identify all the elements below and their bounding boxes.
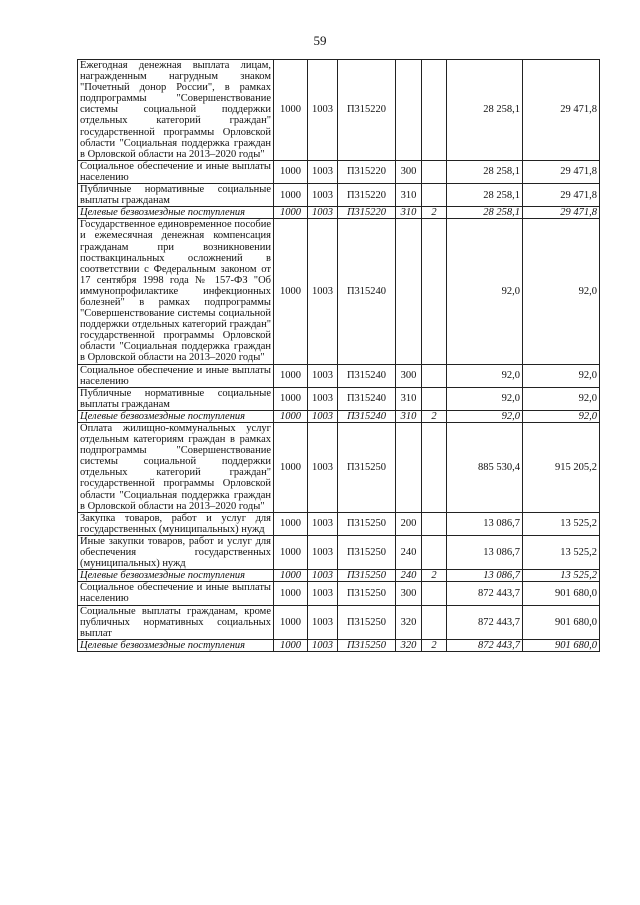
table-row	[78, 184, 600, 207]
cell-amount-year2: 29 471,8	[523, 207, 600, 219]
cell-expense-type	[396, 219, 422, 364]
cell-description: Публичные нормативные социальные выплаты гражданам	[78, 184, 274, 207]
cell-description: Социальные выплаты гражданам, кроме публичных нормативных социальных выплат	[78, 605, 274, 639]
cell-description: Социальное обеспечение и иные выплаты населению	[78, 364, 274, 387]
cell-subsection: 1003	[308, 219, 338, 364]
cell-subsection: 1003	[308, 639, 338, 651]
cell-amount-year1: 13 086,7	[447, 570, 523, 582]
cell-section: 1000	[274, 639, 308, 651]
table-row	[78, 219, 600, 364]
cell-amount-year2: 901 680,0	[523, 582, 600, 605]
cell-subsection: 1003	[308, 184, 338, 207]
cell-description: Закупка товаров, работ и услуг для государственных (муниципальных) нужд	[78, 512, 274, 535]
cell-description: Социальное обеспечение и иные выплаты населению	[78, 160, 274, 183]
cell-source	[422, 535, 447, 569]
cell-source	[422, 605, 447, 639]
cell-section: 1000	[274, 160, 308, 183]
cell-source: 2	[422, 639, 447, 651]
table-row	[78, 535, 600, 569]
cell-source	[422, 364, 447, 387]
cell-description: Социальное обеспечение и иные выплаты населению	[78, 582, 274, 605]
cell-description: Целевые безвозмездные поступления	[78, 410, 274, 422]
table-row	[78, 605, 600, 639]
cell-expense-type: 240	[396, 535, 422, 569]
cell-section: 1000	[274, 387, 308, 410]
cell-expense-type: 240	[396, 570, 422, 582]
cell-subsection: 1003	[308, 364, 338, 387]
cell-expense-type: 310	[396, 387, 422, 410]
cell-subsection: 1003	[308, 387, 338, 410]
cell-amount-year1: 13 086,7	[447, 512, 523, 535]
cell-expense-type: 310	[396, 207, 422, 219]
table-row	[78, 387, 600, 410]
cell-target-article: П315250	[338, 535, 396, 569]
cell-target-article: П315250	[338, 512, 396, 535]
cell-source	[422, 582, 447, 605]
cell-expense-type: 320	[396, 605, 422, 639]
cell-expense-type: 320	[396, 639, 422, 651]
cell-description: Иные закупки товаров, работ и услуг для обеспечения государственных (муниципальных) нужд	[78, 535, 274, 569]
cell-amount-year2: 92,0	[523, 410, 600, 422]
cell-amount-year2: 29 471,8	[523, 60, 600, 161]
table-row	[78, 582, 600, 605]
cell-amount-year1: 885 530,4	[447, 423, 523, 513]
cell-amount-year2: 13 525,2	[523, 512, 600, 535]
cell-section: 1000	[274, 570, 308, 582]
cell-section: 1000	[274, 60, 308, 161]
cell-target-article: П315250	[338, 639, 396, 651]
cell-expense-type: 300	[396, 582, 422, 605]
cell-amount-year2: 13 525,2	[523, 535, 600, 569]
budget-table-body	[78, 60, 600, 652]
cell-target-article: П315250	[338, 605, 396, 639]
cell-amount-year1: 28 258,1	[447, 60, 523, 161]
cell-subsection: 1003	[308, 605, 338, 639]
cell-expense-type	[396, 423, 422, 513]
cell-target-article: П315220	[338, 184, 396, 207]
cell-target-article: П315220	[338, 160, 396, 183]
cell-amount-year2: 901 680,0	[523, 605, 600, 639]
cell-amount-year1: 92,0	[447, 410, 523, 422]
cell-source	[422, 60, 447, 161]
cell-target-article: П315220	[338, 60, 396, 161]
table-row	[78, 423, 600, 513]
cell-source: 2	[422, 410, 447, 422]
cell-target-article: П315250	[338, 570, 396, 582]
cell-section: 1000	[274, 207, 308, 219]
cell-expense-type: 300	[396, 364, 422, 387]
cell-description: Публичные нормативные социальные выплаты гражданам	[78, 387, 274, 410]
cell-subsection: 1003	[308, 410, 338, 422]
cell-amount-year1: 872 443,7	[447, 639, 523, 651]
cell-amount-year1: 28 258,1	[447, 207, 523, 219]
cell-amount-year2: 29 471,8	[523, 184, 600, 207]
cell-amount-year1: 28 258,1	[447, 160, 523, 183]
cell-source	[422, 160, 447, 183]
cell-source: 2	[422, 570, 447, 582]
cell-subsection: 1003	[308, 582, 338, 605]
cell-description: Оплата жилищно-коммунальных услуг отдельным категориям граждан в рамках подпрограммы "Совершенствование системы социальной поддержки отдельных категорий граждан" государственной программы Орловской области "Социальная поддержка граждан в Орловской области на 2013–2020 годы"	[78, 423, 274, 513]
table-row-targeted-receipts	[78, 639, 600, 651]
cell-amount-year1: 872 443,7	[447, 605, 523, 639]
cell-subsection: 1003	[308, 570, 338, 582]
page-number: 59	[313, 33, 327, 48]
cell-subsection: 1003	[308, 535, 338, 569]
table-row-targeted-receipts	[78, 207, 600, 219]
cell-subsection: 1003	[308, 60, 338, 161]
cell-amount-year1: 92,0	[447, 387, 523, 410]
cell-amount-year1: 13 086,7	[447, 535, 523, 569]
cell-source	[422, 512, 447, 535]
cell-section: 1000	[274, 535, 308, 569]
cell-source	[422, 387, 447, 410]
cell-expense-type	[396, 60, 422, 161]
cell-target-article: П315250	[338, 582, 396, 605]
cell-section: 1000	[274, 605, 308, 639]
table-row	[78, 364, 600, 387]
cell-target-article: П315250	[338, 423, 396, 513]
cell-expense-type: 310	[396, 184, 422, 207]
cell-target-article: П315240	[338, 364, 396, 387]
cell-section: 1000	[274, 423, 308, 513]
cell-target-article: П315240	[338, 410, 396, 422]
cell-amount-year2: 92,0	[523, 219, 600, 364]
cell-amount-year2: 901 680,0	[523, 639, 600, 651]
cell-section: 1000	[274, 512, 308, 535]
cell-amount-year1: 92,0	[447, 219, 523, 364]
cell-description: Целевые безвозмездные поступления	[78, 639, 274, 651]
cell-source	[422, 219, 447, 364]
cell-description: Ежегодная денежная выплата лицам, награжденным нагрудным знаком "Почетный донор России", в рамках подпрограммы "Совершенствование системы социальной поддержки отдельных категорий граждан" государственной программы Орловской области "Социальная поддержка граждан в Орловской области на 2013–2020 годы"	[78, 60, 274, 161]
cell-section: 1000	[274, 184, 308, 207]
cell-amount-year1: 92,0	[447, 364, 523, 387]
cell-target-article: П315240	[338, 219, 396, 364]
cell-amount-year1: 872 443,7	[447, 582, 523, 605]
cell-amount-year1: 28 258,1	[447, 184, 523, 207]
cell-source	[422, 184, 447, 207]
cell-source	[422, 423, 447, 513]
table-row-targeted-receipts	[78, 570, 600, 582]
cell-amount-year2: 92,0	[523, 364, 600, 387]
cell-section: 1000	[274, 219, 308, 364]
cell-description: Государственное единовременное пособие и ежемесячная денежная компенсация гражданам при возникновении поствакцинальных осложнений в соответствии с Федеральным законом от 17 сентября 1998 года № 157-ФЗ "Об иммунопрофилактике инфекционных болезней" в рамках подпрограммы "Совершенствование системы социальной поддержки отдельных категорий граждан" государственной программы Орловской области "Социальная поддержка граждан в Орловской области на 2013–2020 годы"	[78, 219, 274, 364]
cell-target-article: П315220	[338, 207, 396, 219]
cell-description: Целевые безвозмездные поступления	[78, 207, 274, 219]
cell-target-article: П315240	[338, 387, 396, 410]
cell-expense-type: 300	[396, 160, 422, 183]
table-row	[78, 512, 600, 535]
cell-amount-year2: 915 205,2	[523, 423, 600, 513]
table-row-targeted-receipts	[78, 410, 600, 422]
cell-subsection: 1003	[308, 207, 338, 219]
cell-amount-year2: 92,0	[523, 387, 600, 410]
budget-table	[77, 59, 600, 652]
cell-expense-type: 200	[396, 512, 422, 535]
cell-source: 2	[422, 207, 447, 219]
cell-section: 1000	[274, 364, 308, 387]
cell-subsection: 1003	[308, 512, 338, 535]
table-row	[78, 60, 600, 161]
cell-amount-year2: 13 525,2	[523, 570, 600, 582]
cell-section: 1000	[274, 410, 308, 422]
cell-expense-type: 310	[396, 410, 422, 422]
cell-amount-year2: 29 471,8	[523, 160, 600, 183]
table-row	[78, 160, 600, 183]
cell-subsection: 1003	[308, 160, 338, 183]
cell-subsection: 1003	[308, 423, 338, 513]
cell-section: 1000	[274, 582, 308, 605]
cell-description: Целевые безвозмездные поступления	[78, 570, 274, 582]
